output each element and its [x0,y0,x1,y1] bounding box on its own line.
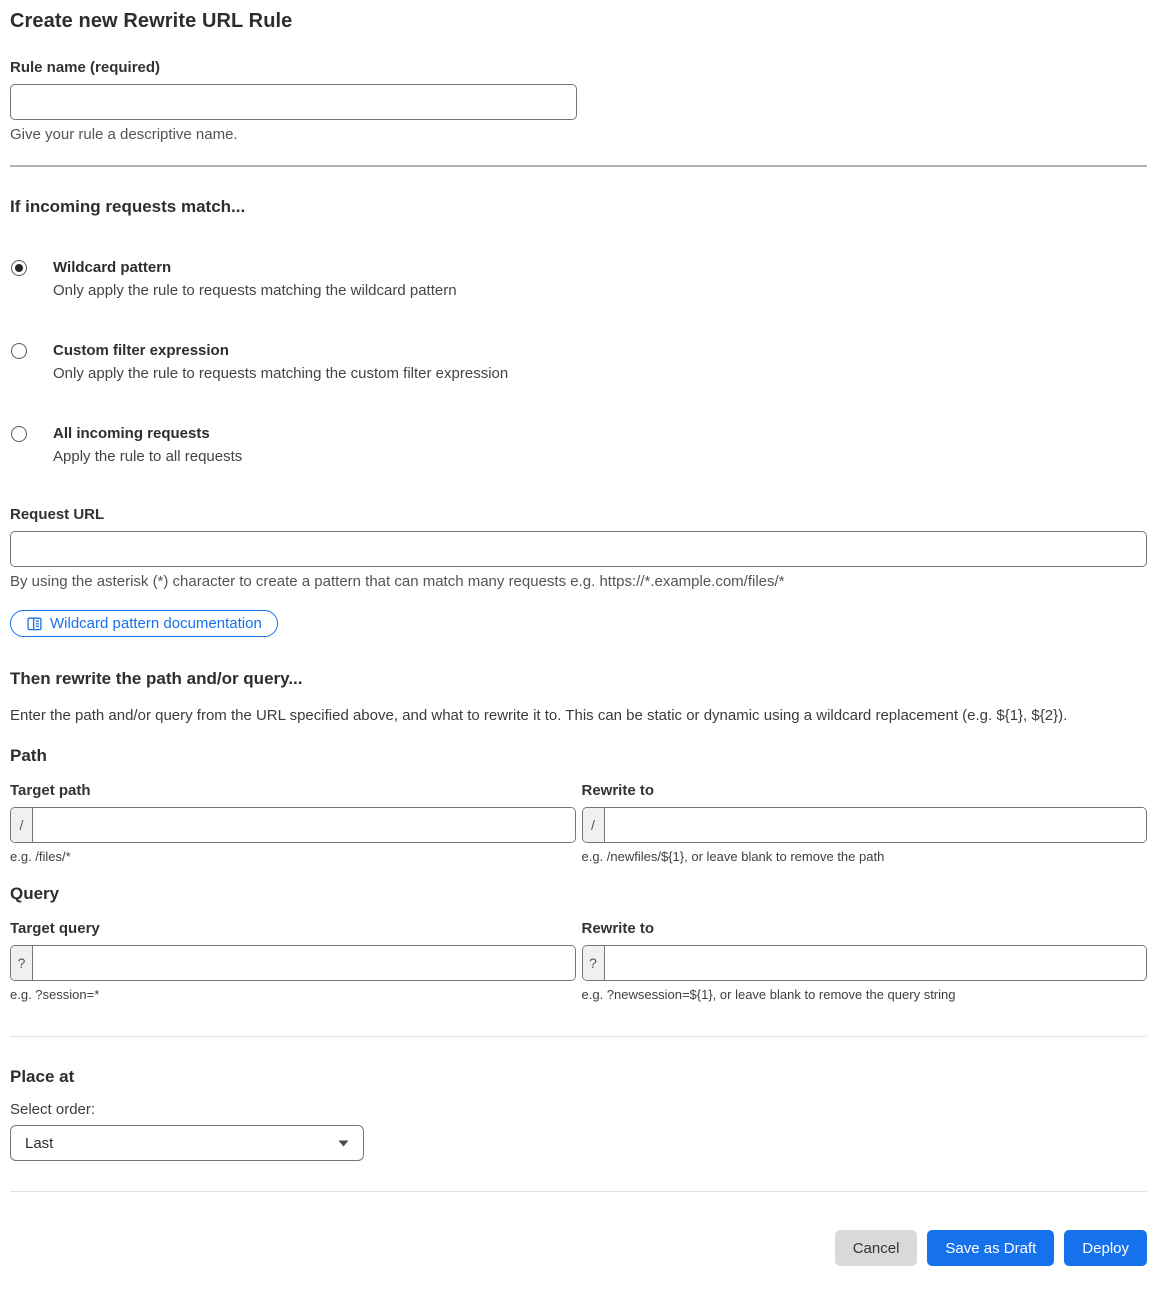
radio-option-all-incoming-requests[interactable] [10,423,1147,468]
target-path-label: Target path [10,782,91,799]
request-url-label: Request URL [10,506,105,523]
query-rewrite-field [582,920,1148,1002]
query-prefix: ? [11,946,33,980]
radio-option-label[interactable]: All incoming requests [53,425,210,442]
request-url-helper: By using the asterisk (*) character to create a pattern that can match many requests e.g. https://*.example.com/files/* [10,573,785,590]
request-url-input[interactable] [10,531,1147,567]
target-path-field [10,782,576,864]
target-path-helper: e.g. /files/* [10,849,71,864]
query-heading: Query [10,884,60,903]
target-path-input[interactable] [33,808,575,842]
path-rewrite-helper: e.g. /newfiles/${1}, or leave blank to remove the path [581,849,885,864]
path-prefix: / [583,808,605,842]
book-open-icon [26,616,43,632]
radio-option-custom-filter-expression[interactable] [10,340,1147,385]
deploy-button[interactable]: Deploy [1064,1230,1147,1266]
target-query-input-group [10,945,576,981]
query-rewrite-helper: e.g. ?newsession=${1}, or leave blank to remove the query string [581,987,956,1002]
radio-option-description: Only apply the rule to requests matching the custom filter expression [53,365,509,382]
footer-actions [10,1230,1147,1266]
path-rewrite-input[interactable] [605,808,1147,842]
target-query-label: Target query [10,920,100,937]
section-divider-light [10,1036,1147,1037]
rule-name-helper: Give your rule a descriptive name. [10,126,238,143]
path-heading: Path [10,746,47,765]
select-order-value: Last [25,1134,54,1152]
path-rewrite-input-group [582,807,1148,843]
path-fields-row [10,782,1147,864]
radio-dot-2[interactable] [11,426,27,442]
path-rewrite-field [582,782,1148,864]
target-query-helper: e.g. ?session=* [10,987,100,1002]
query-fields-row [10,920,1147,1002]
query-prefix: ? [583,946,605,980]
place-at-heading: Place at [10,1067,75,1086]
path-rewrite-label: Rewrite to [581,782,655,799]
rewrite-section-heading: Then rewrite the path and/or query... [10,669,303,688]
radio-option-wildcard-pattern[interactable] [10,257,1147,302]
chevron-down-icon [338,1140,349,1147]
save-as-draft-button[interactable]: Save as Draft [927,1230,1054,1266]
path-prefix: / [11,808,33,842]
cancel-button[interactable]: Cancel [835,1230,918,1266]
query-rewrite-input-group [582,945,1148,981]
select-order-label: Select order: [10,1101,96,1118]
radio-option-description: Apply the rule to all requests [53,448,243,465]
radio-option-description: Only apply the rule to requests matching the wildcard pattern [53,282,457,299]
section-divider [10,165,1147,167]
radio-option-label[interactable]: Wildcard pattern [53,259,172,276]
target-query-field [10,920,576,1002]
match-section-heading: If incoming requests match... [10,197,246,216]
radio-dot-0[interactable] [11,260,27,276]
rewrite-section-description: Enter the path and/or query from the URL specified above, and what to rewrite it to. This can be static or dynamic using a wildcard replacement (e.g. ${1}, ${2}). [10,707,1068,724]
select-order-dropdown[interactable] [10,1125,364,1161]
rule-name-input[interactable] [10,84,577,120]
query-rewrite-label: Rewrite to [581,920,655,937]
footer-divider [10,1191,1147,1192]
target-path-input-group [10,807,576,843]
radio-dot-1[interactable] [11,343,27,359]
query-rewrite-input[interactable] [605,946,1147,980]
page-title: Create new Rewrite URL Rule [10,10,293,32]
rule-name-label: Rule name (required) [10,59,161,76]
radio-option-label[interactable]: Custom filter expression [53,342,229,359]
doc-button-label: Wildcard pattern documentation [50,615,262,632]
target-query-input[interactable] [33,946,575,980]
wildcard-pattern-documentation-button[interactable] [10,610,278,637]
